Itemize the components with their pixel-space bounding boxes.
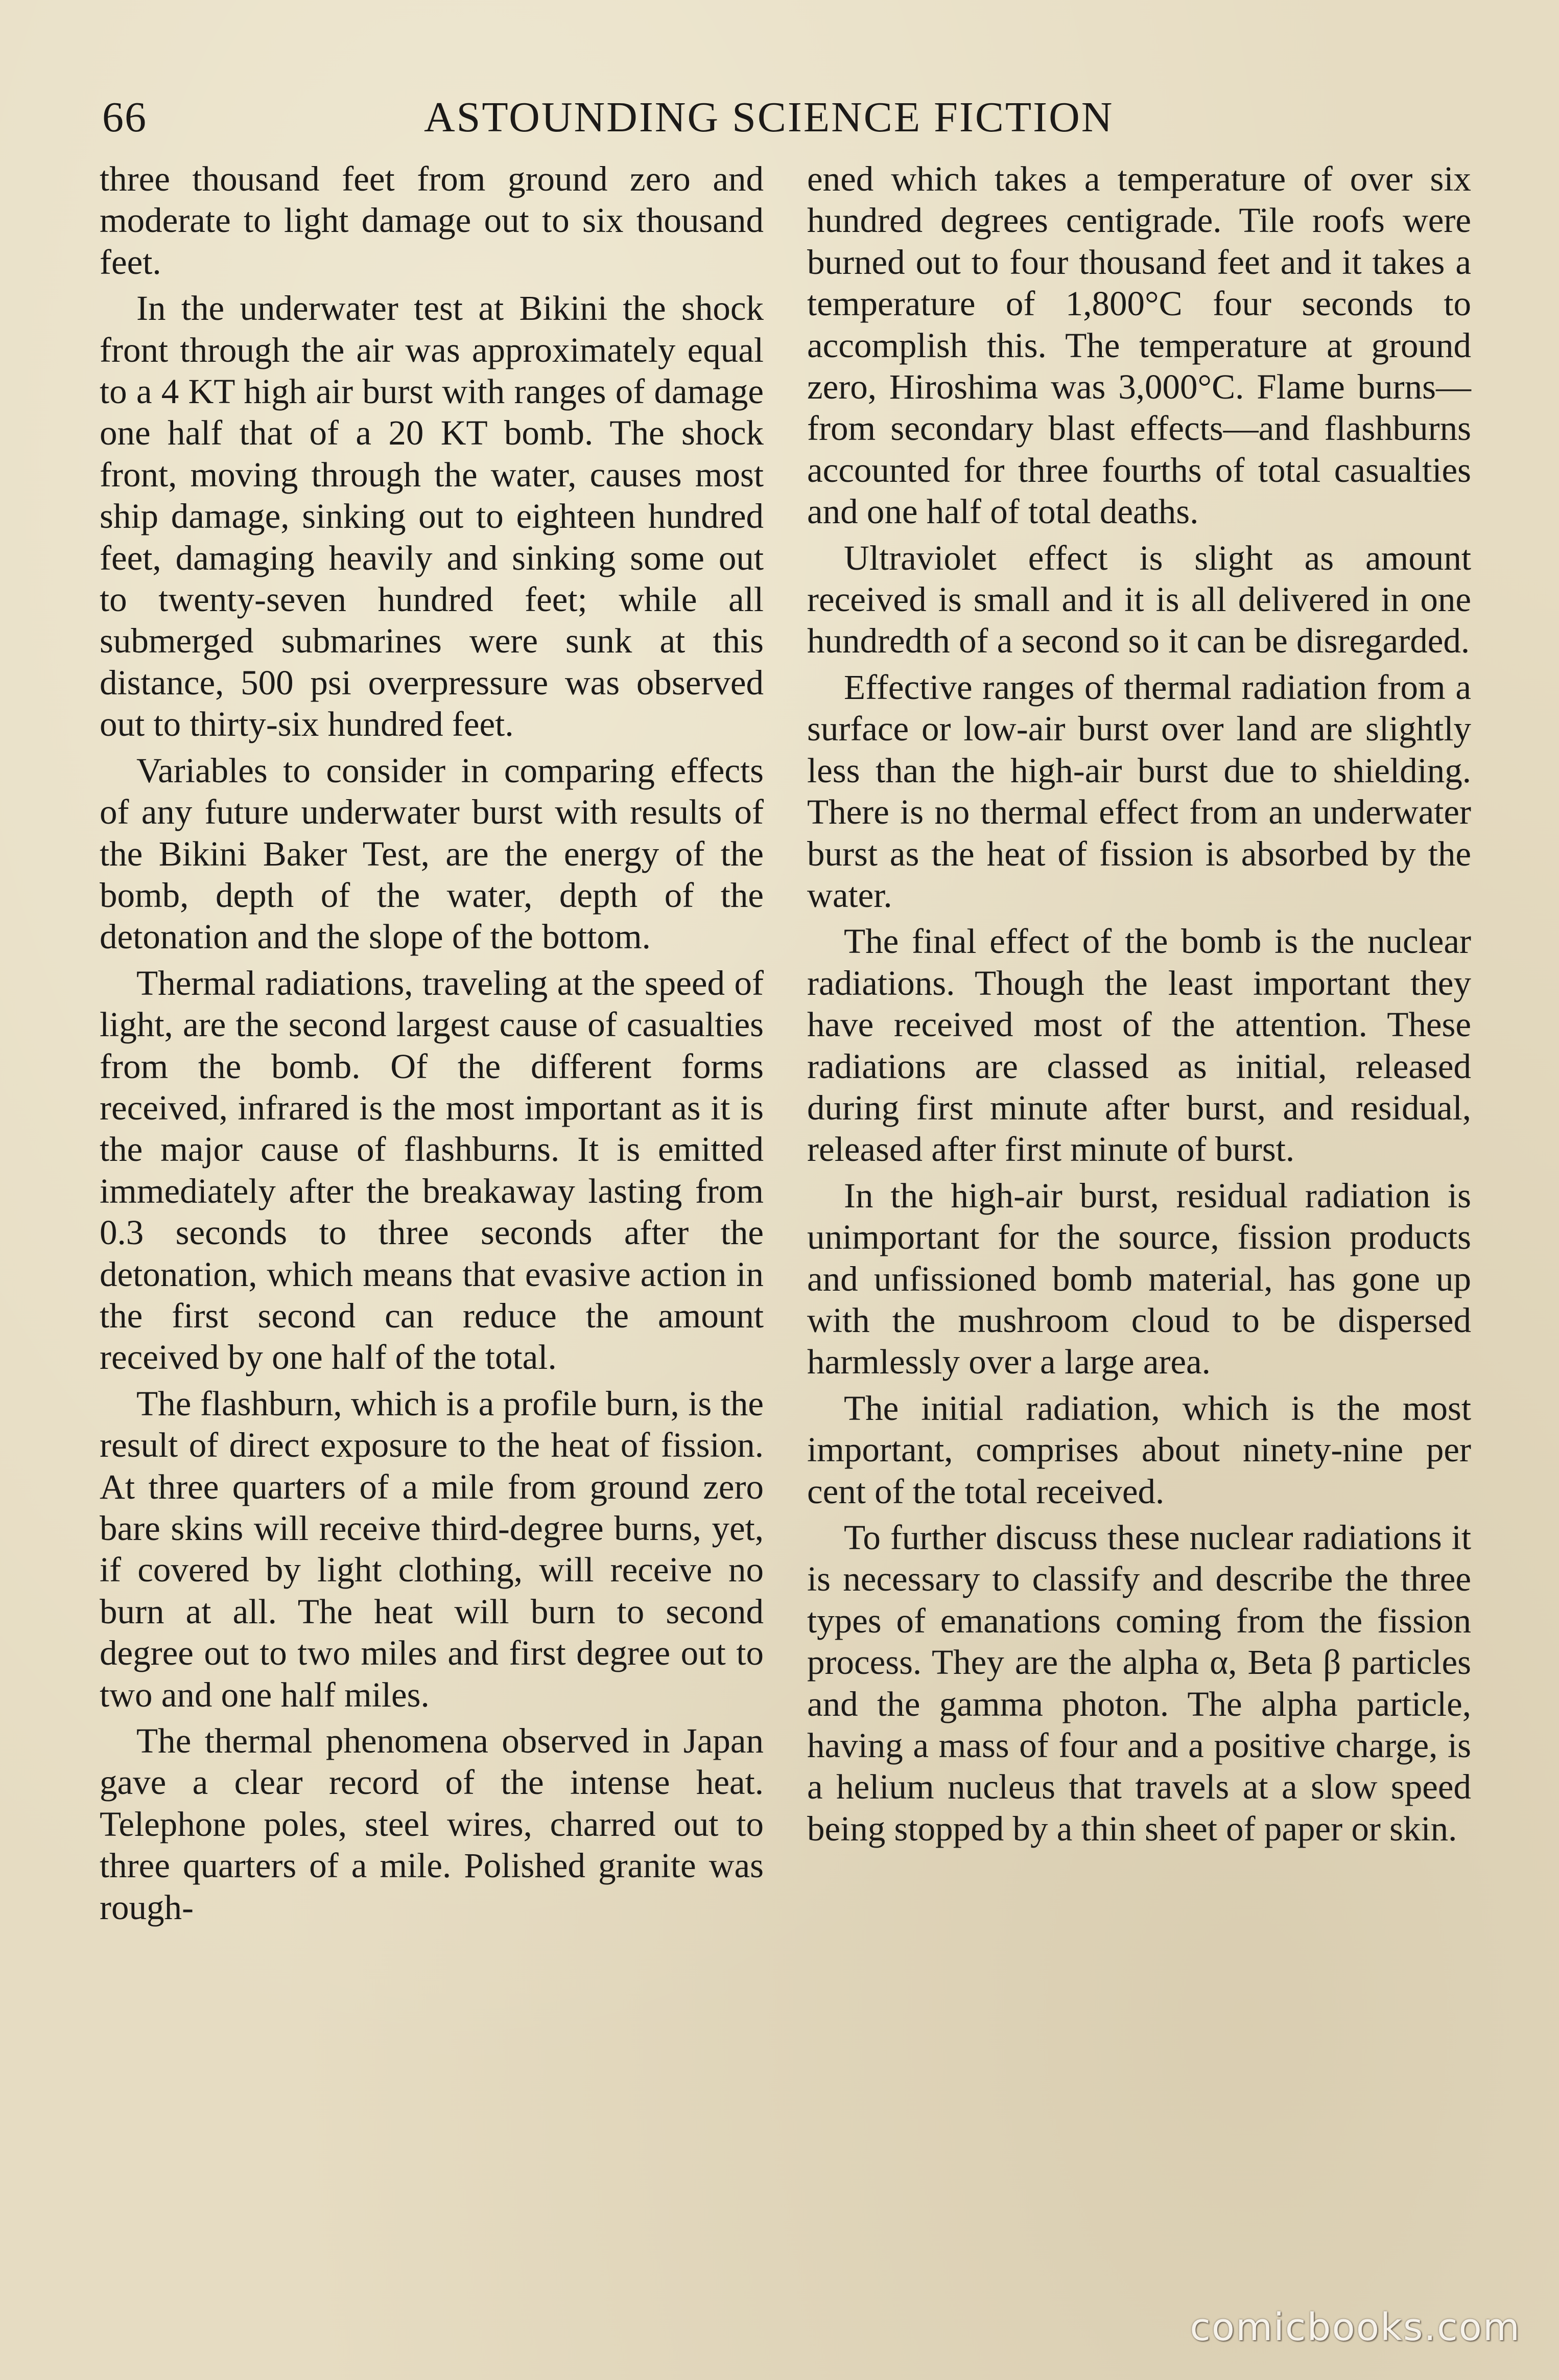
page-header	[102, 77, 1456, 158]
paragraph: Effective ranges of thermal radiation from a surface or low-air burst over land are slightly less than the high-air burst due to shielding. There is no thermal effect from an underwater burst as the heat of fission is absorbed by the water.	[807, 667, 1471, 915]
running-head: ASTOUNDING SCIENCE FICTION	[424, 94, 1114, 141]
paragraph: The final effect of the bomb is the nuclear radiations. Though the least important they have received most of the attention. These radiations are classed as initial, released during first minute after burst, and residual, released after first minute of burst.	[807, 922, 1471, 1169]
right-column	[807, 158, 1471, 1854]
paragraph: In the underwater test at Bikini the shock front through the air was approximately equal to a 4 KT high air burst with ranges of damage one half that of a 20 KT bomb. The shock front, moving through the water, causes most ship damage, sinking out to eighteen hundred feet, damaging heavily and sinking some out to twenty-seven hundred feet; while all submerged submarines were sunk at this distance, 500 psi overpressure was observed out to thirty-six hundred feet.	[100, 289, 764, 744]
paragraph: To further discuss these nuclear radiations it is necessary to classify and describe the three types of emanations coming from the fission process. They are the alpha α, Beta β particles and the gamma photon. The alpha particle, having a mass of four and a positive charge, is a helium nucleus that travels at a slow speed being stopped by a thin sheet of paper or skin.	[807, 1518, 1471, 1848]
paragraph: In the high-air burst, residual radiation is unimportant for the source, fission products and unfissioned bomb material, has gone up with the mushroom cloud to be dispersed harmlessly over a large area.	[807, 1176, 1471, 1382]
watermark: comicbooks.com	[1190, 2305, 1521, 2349]
page-number: 66	[102, 94, 147, 141]
paragraph: The thermal phenomena observed in Japan gave a clear record of the intense heat. Telephone poles, steel wires, charred out to three quarters of a mile. Polished granite was rough-	[100, 1721, 764, 1927]
paragraph: Thermal radiations, traveling at the speed of light, are the second largest cause of casualties from the bomb. Of the different forms received, infrared is the most important as it is the major cause of flashburns. It is emitted immediately after the breakaway lasting from 0.3 seconds to three seconds after the detonation, which means that evasive action in the first second can reduce the amount received by one half of the total.	[100, 963, 764, 1377]
paragraph: three thousand feet from ground zero and moderate to light damage out to six thousand feet.	[100, 159, 764, 282]
paragraph: The flashburn, which is a profile burn, is the result of direct exposure to the heat of fission. At three quarters of a mile from ground zero bare skins will receive third-degree burns, yet, if covered by light clothing, will receive no burn at all. The heat will burn to second degree out to two miles and first degree out to two and one half miles.	[100, 1384, 764, 1714]
paragraph: ened which takes a temperature of over six hundred degrees centigrade. Tile roofs were burned out to four thousand feet and it takes a temperature of 1,800°C four seconds to accomplish this. The temperature at ground zero, Hiroshima was 3,000°C. Flame burns—from secondary blast effects—and flashburns accounted for three fourths of total casualties and one half of total deaths.	[807, 159, 1471, 531]
left-column	[100, 158, 764, 1933]
paragraph: Ultraviolet effect is slight as amount received is small and it is all delivered in one hundredth of a second so it can be disregarded.	[807, 538, 1471, 661]
paragraph: Variables to consider in comparing effects of any future underwater burst with results of the Bikini Baker Test, are the energy of the bomb, depth of the water, depth of the detonation and the slope of the bottom.	[100, 751, 764, 956]
paragraph: The initial radiation, which is the most important, comprises about ninety-nine per cent of the total received.	[807, 1388, 1471, 1511]
body-text	[100, 158, 1474, 2228]
